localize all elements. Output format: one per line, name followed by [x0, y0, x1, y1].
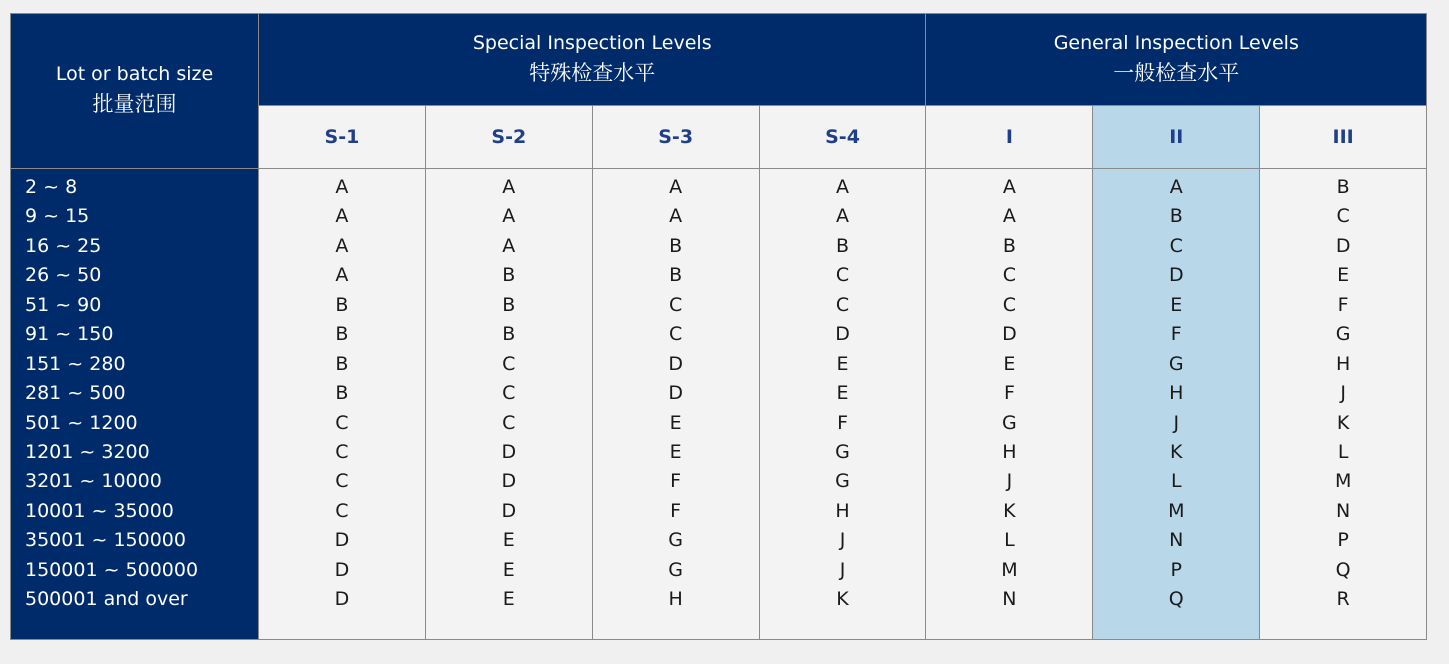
special-levels-header-cn: 特殊检查水平 [529, 60, 656, 85]
code-letter: A [335, 264, 349, 287]
code-letter: D [334, 529, 350, 552]
code-letter: K [1170, 440, 1183, 463]
code-letter: F [1003, 382, 1015, 405]
aql-table-container [10, 13, 1426, 640]
code-letter: F [1170, 323, 1182, 346]
special-levels-header [259, 14, 926, 106]
level-header-s-2: S-2 [425, 106, 592, 169]
level-header-s-3: S-3 [592, 106, 759, 169]
lot-size-label: 26 ~ 50 [25, 264, 102, 287]
code-letter: G [1168, 352, 1184, 375]
code-letter: D [334, 558, 350, 581]
lot-size-label: 10001 ~ 35000 [25, 499, 174, 522]
code-letter: C [669, 293, 683, 316]
code-letter: E [836, 382, 849, 405]
lot-size-label: 281 ~ 500 [25, 382, 126, 405]
lot-size-label: 1201 ~ 3200 [25, 440, 150, 463]
lot-size-label: 500001 and over [25, 588, 188, 611]
code-letter: G [1002, 411, 1017, 434]
code-letter: C [335, 411, 349, 434]
lot-size-label: 16 ~ 25 [25, 234, 102, 257]
code-letter: E [1003, 352, 1016, 375]
code-letter: B [335, 293, 349, 316]
lot-size-label: 150001 ~ 500000 [25, 558, 199, 581]
code-letter: D [668, 382, 683, 405]
code-letter: E [502, 558, 515, 581]
code-letter: G [668, 529, 684, 552]
code-letter: G [835, 440, 850, 463]
code-letter: E [669, 440, 682, 463]
code-letter: B [335, 382, 349, 405]
code-letter: A [1169, 176, 1183, 198]
code-letter: Q [1335, 558, 1351, 581]
code-letter: J [839, 529, 846, 552]
code-letter: B [502, 293, 516, 316]
code-letter: M [1168, 499, 1185, 522]
code-letter: D [835, 323, 850, 346]
code-letter: K [1336, 411, 1350, 434]
code-letter: G [1335, 323, 1351, 346]
code-letter: P [1170, 558, 1182, 581]
sample-size-code-table [10, 13, 1427, 640]
general-levels-header [926, 14, 1427, 106]
lot-size-header-cn: 批量范围 [92, 92, 177, 116]
code-column-i [926, 169, 1093, 640]
code-letter: D [1168, 264, 1184, 287]
code-letter: A [836, 176, 850, 198]
code-letter: A [502, 234, 516, 257]
lot-size-label: 501 ~ 1200 [25, 411, 138, 434]
code-letter: B [335, 323, 349, 346]
code-letter: D [334, 588, 350, 611]
code-letter: D [1002, 323, 1017, 346]
code-letter: A [1002, 176, 1016, 198]
lot-size-label: 91 ~ 150 [25, 323, 114, 346]
code-column-s-4 [759, 169, 926, 640]
code-letter: A [669, 205, 683, 228]
code-letter: K [1003, 499, 1016, 522]
code-letter: B [502, 323, 516, 346]
code-column-s-3 [592, 169, 759, 640]
code-letter: G [668, 558, 684, 581]
level-header-iii: III [1260, 106, 1427, 169]
code-letter: A [502, 176, 516, 198]
level-header-ii: II [1093, 106, 1260, 169]
code-letter: B [1002, 234, 1016, 257]
special-levels-header-en: Special Inspection Levels [472, 31, 712, 54]
code-letter: E [502, 588, 515, 611]
general-levels-header-cn: 一般检查水平 [1113, 60, 1240, 85]
code-letter: C [335, 470, 349, 493]
code-column-iii [1260, 169, 1427, 640]
code-column-ii [1093, 169, 1260, 640]
code-letter: C [1002, 293, 1017, 316]
code-letter: E [502, 529, 515, 552]
level-header-s-4: S-4 [759, 106, 926, 169]
code-letter: C [1336, 205, 1350, 228]
code-letter: C [1002, 264, 1017, 287]
code-letter: C [669, 323, 683, 346]
code-letter: N [1336, 499, 1351, 522]
code-letter: B [669, 234, 683, 257]
code-letter: H [1335, 352, 1351, 375]
code-letter: D [501, 470, 517, 493]
code-letter: M [1001, 558, 1018, 581]
code-letter: E [1170, 293, 1183, 316]
code-letter: F [837, 411, 848, 434]
lot-size-label: 9 ~ 15 [25, 205, 90, 228]
code-column-s-1 [259, 169, 426, 640]
code-letter: B [1336, 176, 1350, 198]
code-letter: N [1169, 529, 1184, 552]
code-letter: B [1169, 205, 1183, 228]
code-letter: G [835, 470, 850, 493]
lot-size-label: 51 ~ 90 [25, 293, 102, 316]
code-letter: J [1006, 470, 1013, 493]
code-letter: N [1002, 588, 1017, 611]
code-letter: B [669, 264, 683, 287]
code-letter: D [501, 499, 517, 522]
code-letter: P [1337, 529, 1349, 552]
code-letter: H [1169, 382, 1184, 405]
lot-size-label: 151 ~ 280 [25, 352, 126, 375]
lot-size-header-en: Lot or batch size [55, 63, 214, 85]
code-letter: C [335, 440, 349, 463]
code-letter: B [335, 352, 349, 375]
code-letter: F [670, 499, 682, 522]
code-letter: A [502, 205, 516, 228]
code-letter: C [335, 499, 349, 522]
level-header-i: I [926, 106, 1093, 169]
code-letter: H [835, 499, 850, 522]
code-letter: D [1335, 234, 1351, 257]
code-letter: B [502, 264, 516, 287]
level-header-s-1: S-1 [259, 106, 426, 169]
code-letter: C [1169, 234, 1183, 257]
code-letter: A [1002, 205, 1016, 228]
code-letter: E [669, 411, 682, 434]
code-letter: H [668, 588, 683, 611]
code-letter: A [335, 176, 349, 198]
code-column-s-2 [425, 169, 592, 640]
general-levels-header-en: General Inspection Levels [1053, 31, 1299, 54]
code-letter: A [335, 205, 349, 228]
code-letter: E [836, 352, 849, 375]
code-letter: J [1173, 411, 1180, 434]
code-letter: D [501, 440, 517, 463]
code-letter: F [1337, 293, 1349, 316]
code-letter: K [836, 588, 849, 611]
code-letter: C [835, 293, 850, 316]
code-letter: A [335, 234, 349, 257]
lot-size-column [11, 169, 259, 640]
code-letter: D [668, 352, 683, 375]
lot-size-label: 35001 ~ 150000 [25, 529, 186, 552]
code-letter: C [835, 264, 850, 287]
lot-size-header [11, 14, 259, 169]
code-letter: M [1334, 470, 1352, 493]
code-letter: L [1337, 440, 1349, 463]
code-letter: A [836, 205, 850, 228]
lot-size-label: 3201 ~ 10000 [25, 470, 162, 493]
code-letter: F [670, 470, 682, 493]
code-letter: L [1170, 470, 1182, 493]
code-letter: J [1340, 382, 1346, 405]
code-letter: J [839, 558, 846, 581]
code-letter: A [669, 176, 683, 198]
code-letter: C [502, 382, 516, 405]
code-letter: R [1336, 588, 1350, 611]
code-letter: B [836, 234, 850, 257]
code-letter: E [1337, 264, 1350, 287]
code-letter: H [1002, 440, 1017, 463]
lot-size-label: 2 ~ 8 [25, 176, 78, 198]
code-letter: L [1004, 529, 1015, 552]
code-letter: C [502, 352, 516, 375]
code-letter: Q [1168, 588, 1184, 611]
code-letter: C [502, 411, 516, 434]
